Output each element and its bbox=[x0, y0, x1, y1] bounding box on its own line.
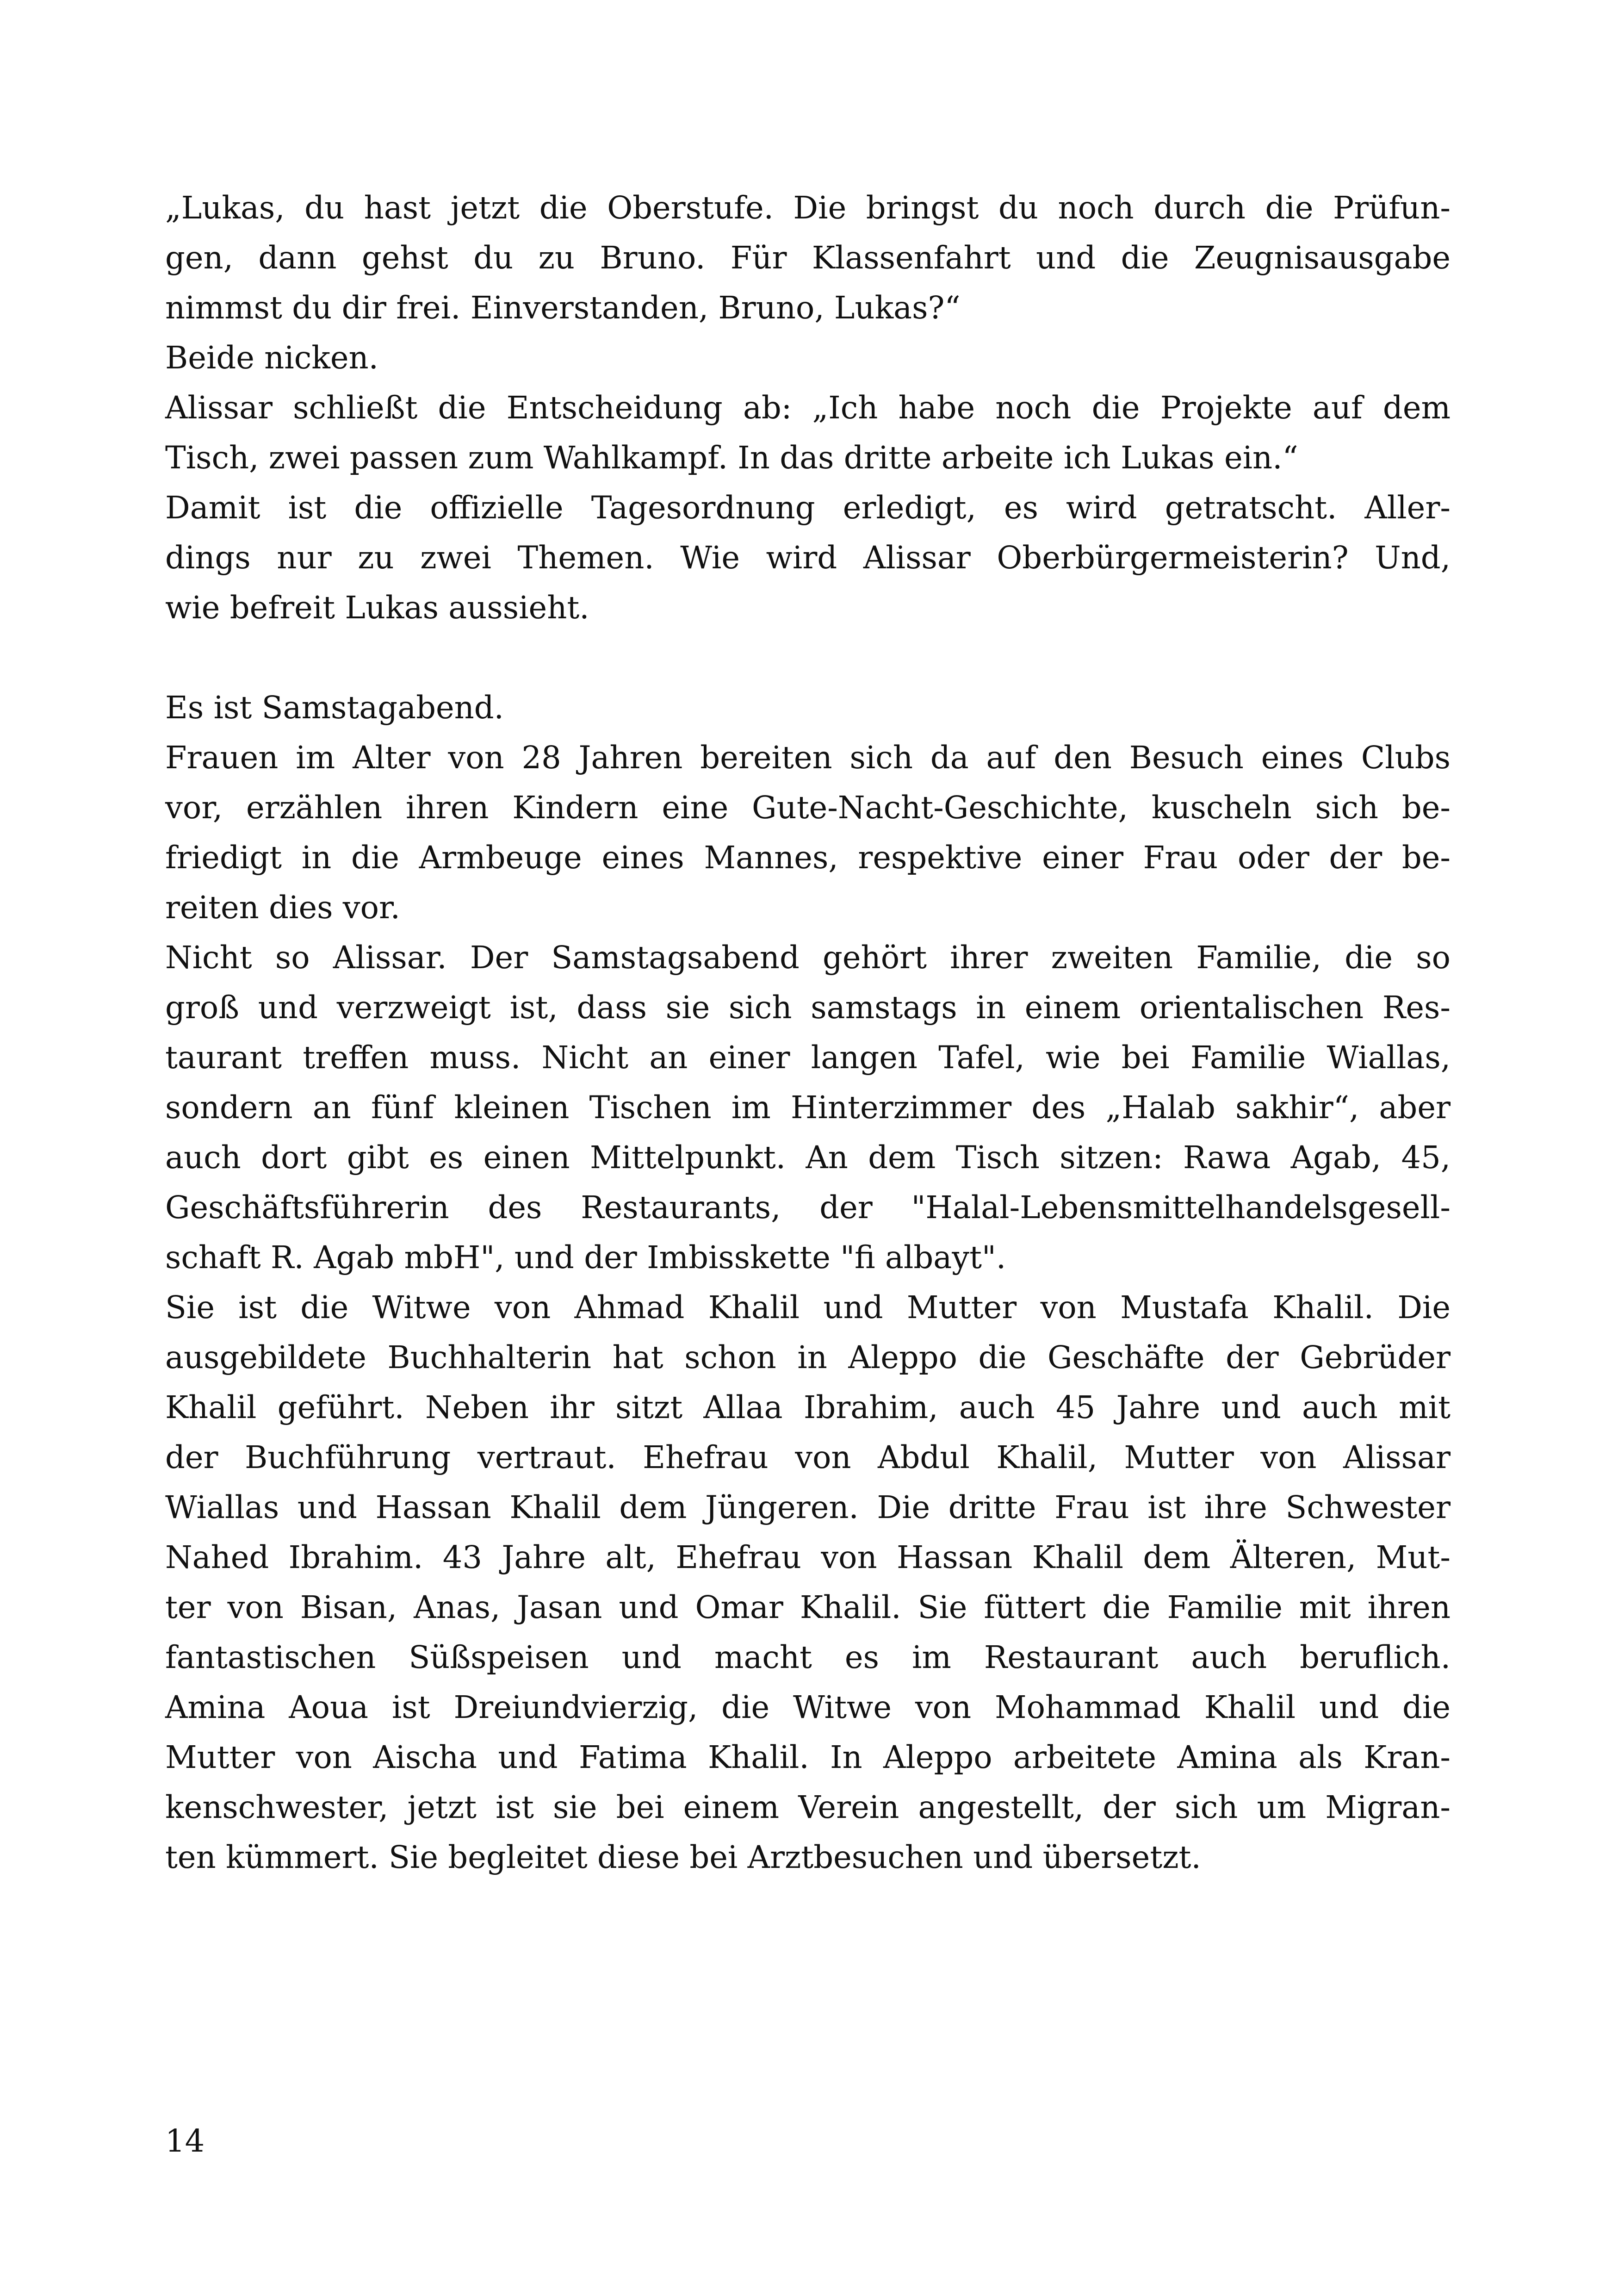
text-line: Frauen im Alter von 28 Jahren bereiten sich da auf den Besuch eines Clubs bbox=[165, 740, 1451, 776]
text-line: der Buchführung vertraut. Ehefrau von Abdul Khalil, Mutter von Alissar bbox=[165, 1439, 1451, 1475]
paragraph-7 bbox=[165, 933, 1451, 1282]
text-line: ten kümmert. Sie begleitet diese bei Arztbesuchen und übersetzt. bbox=[165, 1839, 1201, 1875]
text-line: reiten dies vor. bbox=[165, 890, 400, 926]
text-line: kenschwester, jetzt ist sie bei einem Verein angestellt, der sich um Migran- bbox=[165, 1789, 1451, 1825]
text-line: taurant treffen muss. Nicht an einer langen Tafel, wie bei Familie Wiallas, bbox=[165, 1039, 1451, 1076]
text-line: Amina Aoua ist Dreiundvierzig, die Witwe von Mohammad Khalil und die bbox=[165, 1689, 1451, 1725]
text-line: Sie ist die Witwe von Ahmad Khalil und Mutter von Mustafa Khalil. Die bbox=[165, 1289, 1451, 1325]
text-line: schaft R. Agab mbH", und der Imbisskette "fi albayt". bbox=[165, 1239, 1006, 1276]
text-line: Nicht so Alissar. Der Samstagsabend gehört ihrer zweiten Familie, die so bbox=[165, 940, 1451, 976]
text-line: fantastischen Süßspeisen und macht es im Restaurant auch beruflich. bbox=[165, 1639, 1451, 1675]
text-line: Geschäftsführerin des Restaurants, der "Halal-Lebensmittelhandelsgesell- bbox=[165, 1189, 1451, 1226]
text-line: ausgebildete Buchhalterin hat schon in Aleppo die Geschäfte der Gebrüder bbox=[165, 1339, 1451, 1375]
text-line: vor, erzählen ihren Kindern eine Gute-Nacht-Geschichte, kuscheln sich be- bbox=[165, 790, 1451, 826]
paragraph-4 bbox=[165, 483, 1451, 633]
text-line: groß und verzweigt ist, dass sie sich samstags in einem orientalischen Res- bbox=[165, 989, 1451, 1026]
text-line: Es ist Samstagabend. bbox=[165, 690, 504, 726]
text-line: dings nur zu zwei Themen. Wie wird Alissar Oberbürgermeisterin? Und, bbox=[165, 540, 1451, 576]
text-line: nimmst du dir frei. Einverstanden, Bruno, Lukas?“ bbox=[165, 290, 961, 326]
paragraph-5 bbox=[165, 683, 1451, 733]
text-line: Tisch, zwei passen zum Wahlkampf. In das dritte arbeite ich Lukas ein.“ bbox=[165, 440, 1298, 476]
body-text bbox=[165, 183, 1451, 1882]
paragraph-gap bbox=[165, 633, 1451, 683]
text-line: ter von Bisan, Anas, Jasan und Omar Khalil. Sie füttert die Familie mit ihren bbox=[165, 1589, 1451, 1625]
paragraph-2 bbox=[165, 333, 1451, 383]
text-line: friedigt in die Armbeuge eines Mannes, respektive einer Frau oder der be- bbox=[165, 840, 1451, 876]
text-line: wie befreit Lukas aussieht. bbox=[165, 590, 589, 626]
text-line: Wiallas und Hassan Khalil dem Jüngeren. Die dritte Frau ist ihre Schwester bbox=[165, 1489, 1451, 1525]
page-number: 14 bbox=[165, 2123, 205, 2159]
text-line: „Lukas, du hast jetzt die Oberstufe. Die bringst du noch durch die Prüfun- bbox=[165, 190, 1451, 226]
text-line: Damit ist die offizielle Tagesordnung erledigt, es wird getratscht. Aller- bbox=[165, 490, 1451, 526]
paragraph-6 bbox=[165, 733, 1451, 933]
text-line: Alissar schließt die Entscheidung ab: „Ich habe noch die Projekte auf dem bbox=[165, 390, 1451, 426]
text-line: Khalil geführt. Neben ihr sitzt Allaa Ibrahim, auch 45 Jahre und auch mit bbox=[165, 1389, 1451, 1425]
text-line: auch dort gibt es einen Mittelpunkt. An dem Tisch sitzen: Rawa Agab, 45, bbox=[165, 1139, 1451, 1176]
paragraph-1 bbox=[165, 183, 1451, 333]
paragraph-8 bbox=[165, 1282, 1451, 1882]
text-line: gen, dann gehst du zu Bruno. Für Klassenfahrt und die Zeugnisausgabe bbox=[165, 240, 1451, 276]
text-line: sondern an fünf kleinen Tischen im Hinterzimmer des „Halab sakhir“, aber bbox=[165, 1089, 1451, 1126]
paragraph-3 bbox=[165, 383, 1451, 483]
text-line: Nahed Ibrahim. 43 Jahre alt, Ehefrau von Hassan Khalil dem Älteren, Mut- bbox=[165, 1539, 1451, 1575]
text-line: Mutter von Aischa und Fatima Khalil. In Aleppo arbeitete Amina als Kran- bbox=[165, 1739, 1451, 1775]
text-line: Beide nicken. bbox=[165, 340, 378, 376]
